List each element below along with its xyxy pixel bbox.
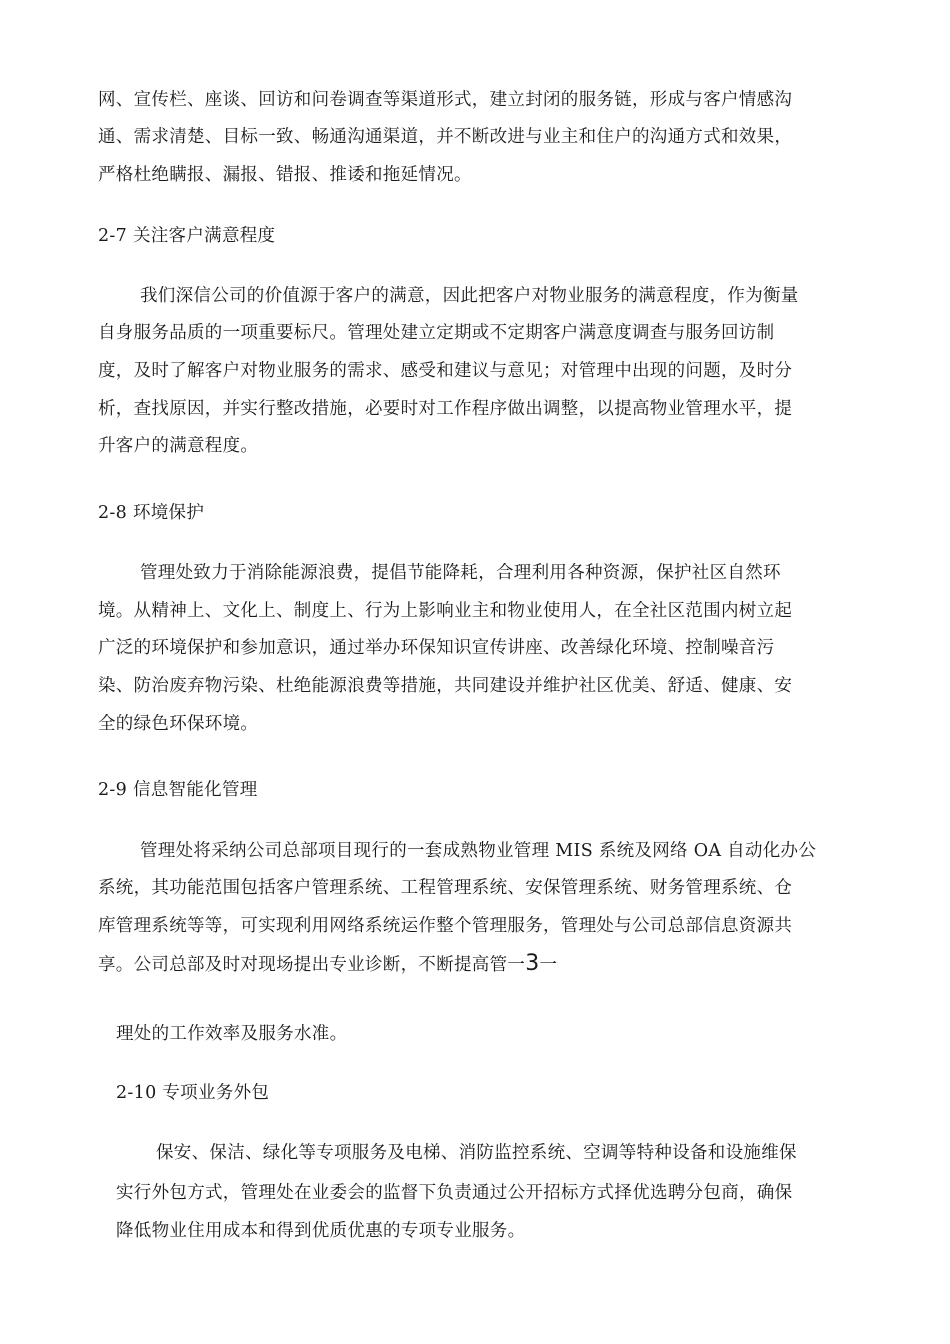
paragraph-line: 网、宣传栏、座谈、回访和问卷调查等渠道形式，建立封闭的服务链，形成与客户情感沟 [98, 90, 793, 110]
page-number-dash: 一 [539, 955, 558, 975]
paragraph-line: 系统，其功能范围包括客户管理系统、工程管理系统、安保管理系统、财务管理系统、仓 [98, 878, 793, 898]
paragraph-line: 析，查找原因，并实行整改措施，必要时对工作程序做出调整，以提高物业管理水平，提 [98, 399, 793, 419]
section-heading: 2-8 环境保护 [98, 503, 205, 523]
paragraph-line: 自身服务品质的一项重要标尺。管理处建立定期或不定期客户满意度调查与服务回访制 [98, 323, 775, 343]
paragraph-line: 我们深信公司的价值源于客户的满意，因此把客户对物业服务的满意程度，作为衡量 [140, 286, 799, 306]
paragraph-line: 广泛的环境保护和参加意识，通过举办环保知识宣传讲座、改善绿化环境、控制噪音污 [98, 638, 775, 658]
paragraph-line: 全的绿色环保环境。 [98, 714, 259, 734]
paragraph-line: 保安、保洁、绿化等专项服务及电梯、消防监控系统、空调等特种设备和设施维保 [156, 1143, 797, 1163]
paragraph-line: 降低物业住用成本和得到优质优惠的专项专业服务。 [116, 1221, 526, 1241]
paragraph-line: 管理处将采纳公司总部项目现行的一套成熟物业管理 MIS 系统及网络 OA 自动化办公 [140, 841, 817, 861]
paragraph-text: 享。公司总部及时对现场提出专业诊断，不断提高管一 [98, 955, 526, 975]
page-number: 3 [525, 951, 540, 976]
paragraph-line: 管理处致力于消除能源浪费，提倡节能降耗，合理利用各种资源，保护社区自然环 [140, 563, 781, 583]
paragraph-line: 通、需求清楚、目标一致、畅通沟通渠道，并不断改进与业主和住户的沟通方式和效果， [98, 127, 793, 147]
paragraph-line: 实行外包方式，管理处在业委会的监督下负责通过公开招标方式择优选聘分包商，确保 [116, 1183, 793, 1203]
section-heading: 2-10 专项业务外包 [116, 1083, 270, 1103]
paragraph-line [98, 952, 557, 977]
paragraph-line: 严格杜绝瞒报、漏报、错报、推诿和拖延情况。 [98, 165, 472, 185]
paragraph-line: 染、防治废弃物污染、杜绝能源浪费等措施，共同建设并维护社区优美、舒适、健康、安 [98, 676, 793, 696]
paragraph-line: 度，及时了解客户对物业服务的需求、感受和建议与意见；对管理中出现的问题，及时分 [98, 361, 793, 381]
paragraph-line: 升客户的满意程度。 [98, 436, 259, 456]
paragraph-line: 境。从精神上、文化上、制度上、行为上影响业主和物业使用人，在全社区范围内树立起 [98, 601, 793, 621]
paragraph-line: 理处的工作效率及服务水准。 [116, 1024, 348, 1044]
paragraph-line: 库管理系统等等，可实现利用网络系统运作整个管理服务，管理处与公司总部信息资源共 [98, 916, 793, 936]
section-heading: 2-7 关注客户满意程度 [98, 226, 276, 246]
section-heading: 2-9 信息智能化管理 [98, 780, 258, 800]
